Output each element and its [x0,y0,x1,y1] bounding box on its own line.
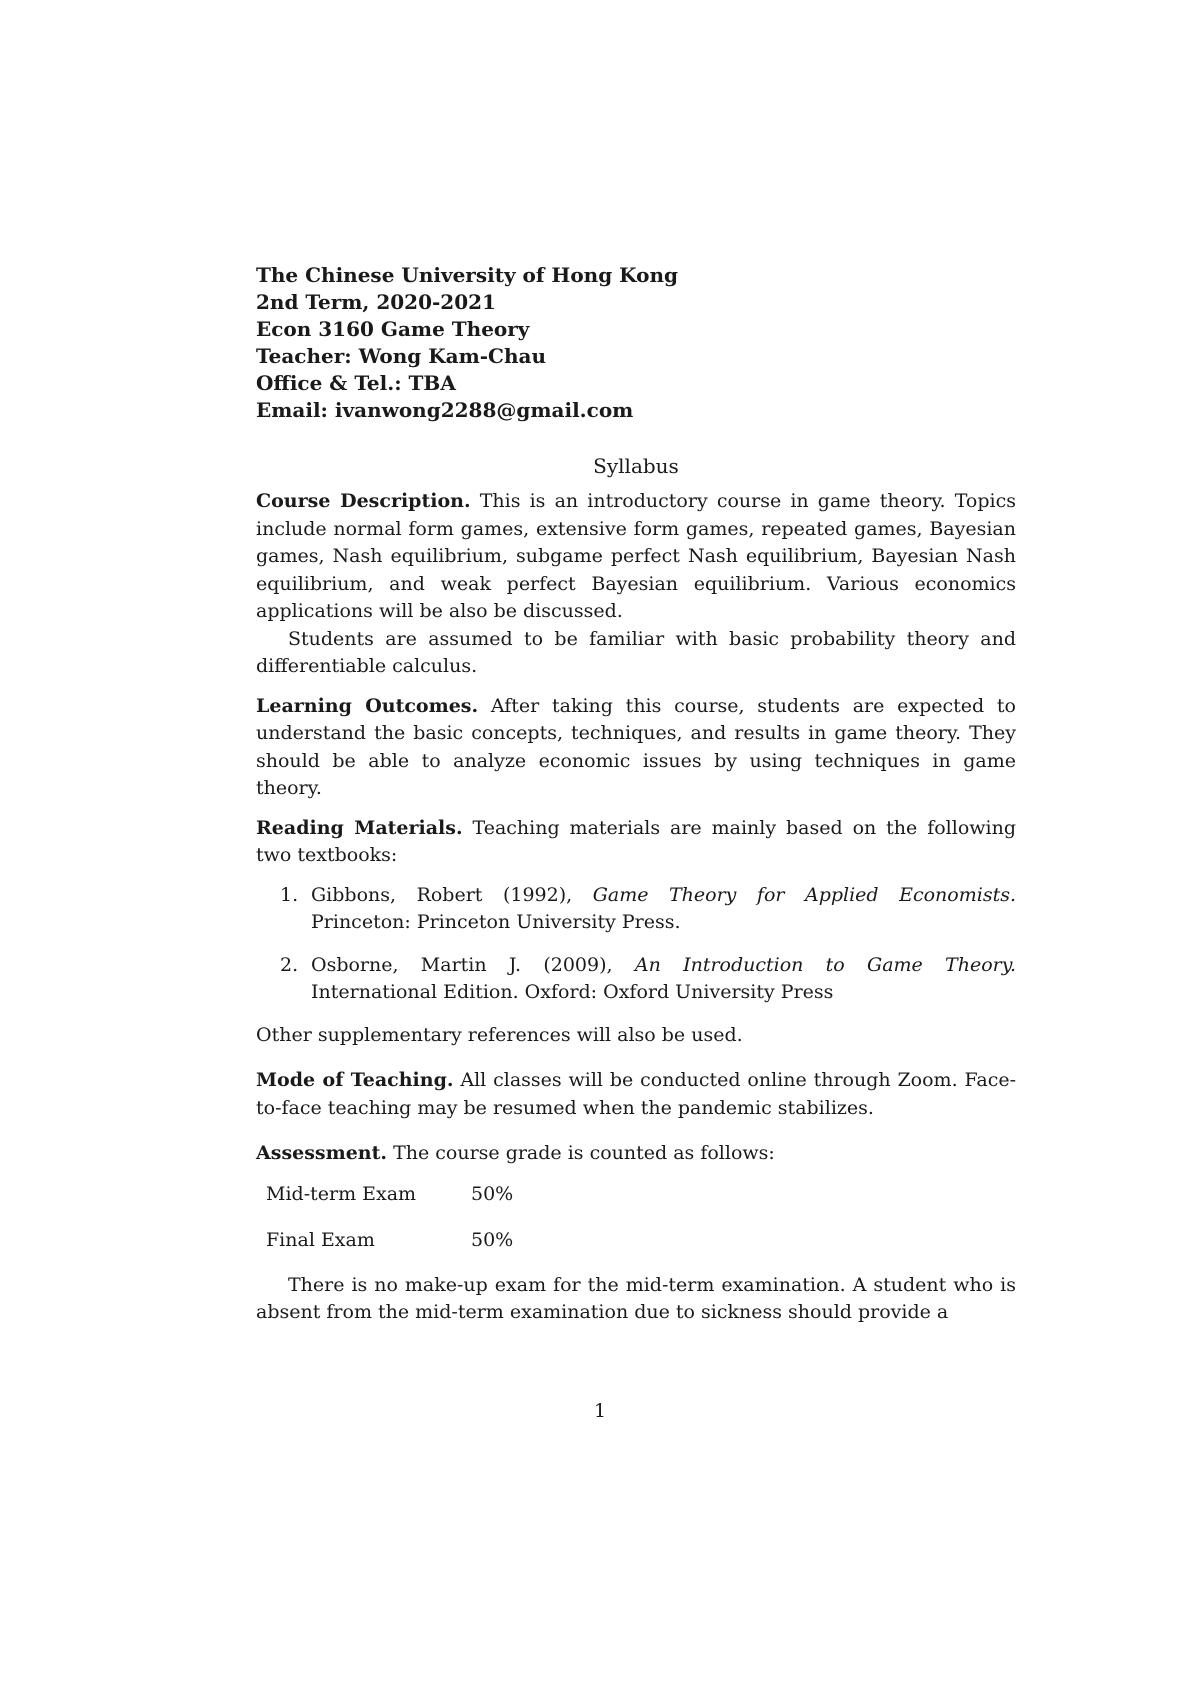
reading-materials-heading: Reading Materials. [256,816,463,839]
syllabus-page [256,262,1016,1327]
learning-outcomes-section [256,693,1016,803]
learning-outcomes-heading: Learning Outcomes. [256,694,479,717]
mode-of-teaching-heading: Mode of Teaching. [256,1069,454,1091]
list-item-number: 1. [280,883,299,906]
course-description-section [256,488,1016,681]
course-description-text: This is an introductory course in game theory. Topics include normal form games, extensive form games, repeated games, Bayesian games, Nash equilibrium, subgame perfect Nash equilibrium, Bayesian Nash equilibrium, and weak perfect Bayesian equilibrium. Various economics applications will be also be discussed. [256,490,1016,622]
course-description-paragraph [256,488,1016,626]
assessment-paragraph [256,1140,1016,1168]
assessment-item-weight: 50% [471,1182,514,1205]
page-number: 1 [593,1400,607,1422]
book-title: Game Theory for Applied Economists. [592,883,1017,906]
table-row [266,1182,513,1228]
course-name: Econ 3160 Game Theory [256,317,530,341]
course-description-heading: Course Description. [256,490,471,512]
textbook-list [256,882,1016,1007]
mode-of-teaching-paragraph [256,1067,1016,1122]
course-prerequisites-text: Students are assumed to be familiar with basic probability theory and differentiable calculus. [256,627,1016,677]
book-author: Gibbons, Robert (1992), [311,883,573,906]
book-publisher: International Edition. Oxford: Oxford University Press [311,981,834,1003]
office-tel: Office & Tel.: TBA [256,371,456,395]
list-item [256,882,1016,937]
mode-of-teaching-text: All classes will be conducted online through Zoom. Face-to-face teaching may be resumed when the pandemic stabilizes. [256,1069,1016,1119]
mode-of-teaching-section [256,1067,1016,1122]
assessment-heading: Assessment. [256,1142,388,1164]
assessment-item-weight: 50% [471,1228,514,1251]
term: 2nd Term, 2020-2021 [256,290,496,314]
email: Email: ivanwong2288@gmail.com [256,398,634,422]
book-author: Osborne, Martin J. (2009), [311,953,613,976]
reading-materials-text: Teaching materials are mainly based on the following two textbooks: [256,816,1017,866]
page-title: Syllabus [593,454,679,478]
assessment-section [256,1140,1016,1327]
learning-outcomes-paragraph [256,693,1016,803]
reading-materials-section [256,815,1016,1050]
list-item [256,952,1016,1007]
table-row [266,1228,513,1274]
other-references-text: Other supplementary references will also be used. [256,1023,743,1046]
list-item-number: 2. [280,953,299,976]
makeup-exam-note: There is no make-up exam for the mid-term examination. A student who is absent from the mid-term examination due to sickness should provide a [256,1273,1016,1323]
learning-outcomes-text: After taking this course, students are expected to understand the basic concepts, techniques, and results in game theory. They should be able to analyze economic issues by using techniques in game theory. [256,694,1016,799]
course-header [256,262,1016,424]
assessment-text: The course grade is counted as follows: [393,1142,775,1164]
assessment-item-name: Mid-term Exam [266,1182,417,1205]
reading-materials-paragraph [256,815,1016,870]
assessment-table [266,1182,513,1274]
university-name: The Chinese University of Hong Kong [256,263,678,287]
assessment-item-name: Final Exam [266,1228,375,1251]
book-title: An Introduction to Game Theory. [634,953,1016,976]
teacher: Teacher: Wong Kam-Chau [256,344,547,368]
book-publisher: Princeton: Princeton University Press. [311,911,681,933]
